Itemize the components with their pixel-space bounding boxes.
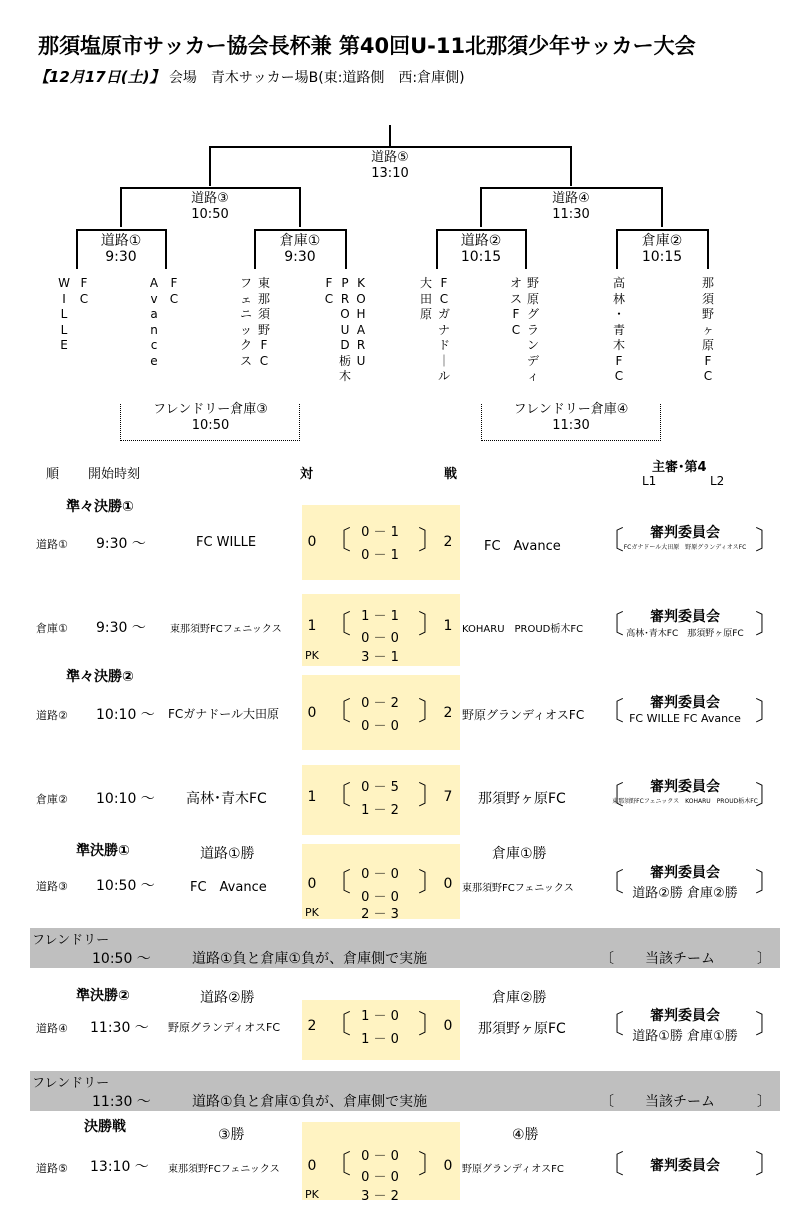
team-name: 野 原 グ ラ ン デ ィ	[527, 276, 540, 383]
match-venue: 道路④	[36, 1022, 68, 1035]
friendly-label: フレンドリー	[32, 1076, 110, 1091]
friendly2-label: フレンドリー倉庫④	[513, 402, 629, 417]
pk-score: 3 － 1	[361, 650, 399, 665]
open-bracket: 〔	[325, 697, 352, 727]
close-bracket: 〕	[418, 781, 445, 811]
referee-name: 審判委員会	[650, 1008, 720, 1024]
ref-close-bracket: 〕	[755, 781, 782, 811]
home-score: 0	[307, 705, 317, 721]
match-venue: 道路⑤	[36, 1162, 68, 1175]
referee-name: 審判委員会	[650, 779, 720, 795]
qf2-court: 倉庫①	[279, 233, 321, 249]
final-court: 道路⑤	[371, 150, 409, 165]
pk-label: PK	[305, 906, 319, 919]
pk-label: PK	[305, 1188, 319, 1201]
sf2-time: 11:30	[552, 207, 590, 222]
referee	[610, 522, 760, 551]
away-score: 0	[443, 1018, 453, 1034]
open-bracket: 〔	[325, 868, 352, 898]
section-label: 準決勝②	[76, 988, 130, 1004]
qf2-time: 9:30	[284, 249, 316, 265]
sf2-court: 道路④	[552, 191, 590, 206]
qf3-court: 道路②	[460, 233, 502, 249]
close-bracket: 〕	[418, 868, 445, 898]
home-team: 高林･青木FC	[186, 791, 267, 807]
sf1-time: 10:50	[191, 207, 229, 222]
friendly-desc: 道路①負と倉庫①負が、倉庫側で実施	[192, 1094, 428, 1110]
open-bracket: 〔	[325, 1010, 352, 1040]
final-node	[350, 150, 430, 182]
qf1-node	[86, 233, 156, 265]
ref-open-bracket: 〔	[598, 697, 625, 727]
half2-score: 1 － 2	[361, 803, 399, 818]
qf4-node	[627, 233, 697, 265]
home-score: 0	[307, 1158, 317, 1174]
header-vs1: 対	[300, 467, 314, 482]
away-score: 0	[443, 876, 453, 892]
qf2-node	[265, 233, 335, 265]
winner-label-right: 倉庫①勝	[492, 846, 547, 862]
ref-open-bracket: 〔	[598, 868, 625, 898]
referee	[610, 862, 760, 901]
ref-close-bracket: 〕	[755, 526, 782, 556]
away-score: 7	[443, 789, 453, 805]
referee-sub: 道路②勝 倉庫②勝	[632, 886, 738, 901]
ref-close-bracket: 〕	[757, 1094, 771, 1110]
home-team: FCガナドール大田原	[168, 707, 280, 721]
friendly-desc: 道路①負と倉庫①負が、倉庫側で実施	[192, 951, 428, 967]
half1-score: 0 － 0	[361, 1149, 399, 1164]
referee	[610, 692, 760, 725]
friendly-time: 10:50 ～	[92, 951, 151, 967]
home-team: FC Avance	[190, 880, 267, 895]
away-score: 2	[443, 534, 453, 550]
away-team: KOHARU PROUD栃木FC	[462, 624, 584, 635]
ref-open-bracket: 〔	[598, 610, 625, 640]
home-team: 東那須野FCフェニックス	[168, 1164, 280, 1175]
half2-score: 0 － 0	[361, 1170, 399, 1185]
half1-score: 0 － 0	[361, 867, 399, 882]
half1-score: 1 － 0	[361, 1009, 399, 1024]
qf3-time: 10:15	[460, 249, 502, 265]
home-score: 0	[307, 876, 317, 892]
away-team: 野原グランディオスFC	[462, 1164, 564, 1175]
ref-open-bracket: 〔	[598, 781, 625, 811]
referee-name: 審判委員会	[650, 695, 720, 711]
half2-score: 0 － 0	[361, 890, 399, 905]
friendly-ref: 当該チーム	[645, 951, 715, 967]
ref-open-bracket: 〔	[600, 1094, 614, 1110]
referee-name: 審判委員会	[650, 1158, 720, 1174]
ref-open-bracket: 〔	[598, 526, 625, 556]
home-score: 1	[307, 618, 317, 634]
section-label: 準々決勝①	[66, 499, 134, 515]
ref-close-bracket: 〕	[757, 951, 771, 967]
home-score: 2	[307, 1018, 317, 1034]
away-team: 那須野ヶ原FC	[478, 1021, 566, 1037]
home-team: 野原グランディオスFC	[168, 1021, 281, 1034]
away-score: 1	[443, 618, 453, 634]
team-name: F C	[169, 276, 179, 306]
team-name: P R O U D 栃 木	[339, 276, 352, 383]
friendly-time: 11:30 ～	[92, 1094, 151, 1110]
half2-score: 1 － 0	[361, 1032, 399, 1047]
match-venue: 倉庫②	[36, 793, 68, 806]
referee	[610, 1005, 760, 1044]
home-team: 東那須野FCフェニックス	[170, 624, 282, 635]
away-team: 東那須野FCフェニックス	[462, 883, 574, 894]
match-venue: 道路①	[36, 538, 68, 551]
match-time: 10:50 ～	[96, 878, 155, 894]
away-team: 野原グランディオスFC	[462, 708, 585, 722]
qf1-court: 道路①	[100, 233, 142, 249]
referee	[610, 776, 760, 805]
winner-label-right: 倉庫②勝	[492, 990, 547, 1006]
sf1-node	[175, 191, 245, 223]
away-score: 0	[443, 1158, 453, 1174]
event-date: 【12月17日(土)】	[34, 68, 165, 86]
ref-close-bracket: 〕	[755, 610, 782, 640]
ref-close-bracket: 〕	[755, 1150, 782, 1180]
friendly-label-2	[496, 402, 646, 434]
close-bracket: 〕	[418, 610, 445, 640]
referee-sub: FCガナドール大田原 野原グランディオスFC	[623, 544, 747, 551]
team-name: フ ェ ニ ッ ク ス	[240, 276, 253, 368]
qf3-node	[446, 233, 516, 265]
referee-name: 審判委員会	[650, 609, 720, 625]
team-name: オ ス F C	[510, 276, 523, 337]
sf1-court: 道路③	[191, 191, 229, 206]
header-ref: 主審･第4	[652, 460, 707, 475]
match-venue: 倉庫①	[36, 622, 68, 635]
open-bracket: 〔	[325, 526, 352, 556]
referee-sub: 道路①勝 倉庫①勝	[632, 1029, 738, 1044]
qf1-time: 9:30	[105, 249, 137, 265]
team-name: W I L L E	[58, 276, 70, 352]
away-team: FC Avance	[484, 539, 561, 554]
subtitle	[34, 66, 465, 87]
section-label: 準々決勝②	[66, 669, 134, 685]
friendly-label: フレンドリー	[32, 933, 110, 948]
away-score: 2	[443, 705, 453, 721]
winner-label-left: 道路①勝	[200, 846, 255, 862]
team-name: F C ガ ナ ド ｜ ル	[438, 276, 451, 383]
match-venue: 道路③	[36, 880, 68, 893]
friendly2-time: 11:30	[552, 418, 590, 433]
ref-close-bracket: 〕	[755, 1010, 782, 1040]
sf2-node	[536, 191, 606, 223]
match-time: 10:10 ～	[96, 791, 155, 807]
referee-sub: 高林･青木FC 那須野ヶ原FC	[626, 629, 744, 639]
winner-label-right: ④勝	[512, 1127, 539, 1143]
open-bracket: 〔	[325, 1150, 352, 1180]
header-l2: L2	[710, 474, 725, 488]
team-name: 大 田 原	[420, 276, 433, 321]
header-start: 開始時刻	[88, 467, 141, 482]
team-name: A v a n c e	[149, 276, 159, 368]
open-bracket: 〔	[325, 610, 352, 640]
section-label: 決勝戦	[84, 1119, 126, 1135]
half1-score: 0 － 1	[361, 525, 399, 540]
referee	[610, 1155, 760, 1175]
team-name: K O H A R U	[356, 276, 366, 368]
match-time: 9:30 ～	[96, 620, 146, 636]
team-name: 高 林 ・ 青 木 F C	[613, 276, 626, 383]
event-venue: 会場 青木サッカー場B(東:道路側 西:倉庫側)	[168, 70, 465, 86]
close-bracket: 〕	[418, 697, 445, 727]
team-name: 東 那 須 野 F C	[258, 276, 271, 368]
match-time: 9:30 ～	[96, 536, 146, 552]
home-team: FC WILLE	[196, 535, 257, 550]
friendly1-time: 10:50	[191, 418, 230, 433]
header-l1: L1	[642, 474, 657, 488]
ref-open-bracket: 〔	[598, 1150, 625, 1180]
home-score: 1	[307, 789, 317, 805]
ref-close-bracket: 〕	[755, 697, 782, 727]
ref-open-bracket: 〔	[598, 1010, 625, 1040]
away-team: 那須野ヶ原FC	[478, 791, 566, 807]
friendly1-label: フレンドリー倉庫③	[153, 402, 268, 417]
half1-score: 0 － 5	[361, 780, 399, 795]
header-order: 順	[46, 467, 60, 482]
section-label: 準決勝①	[76, 843, 130, 859]
page-title: 那須塩原市サッカー協会長杯兼 第40回U-11北那須少年サッカー大会	[38, 34, 696, 58]
referee-sub: FC WILLE FC Avance	[629, 712, 741, 725]
half2-score: 0 － 1	[361, 548, 399, 563]
close-bracket: 〕	[418, 1150, 445, 1180]
ref-close-bracket: 〕	[755, 868, 782, 898]
home-score: 0	[307, 534, 317, 550]
header-vs2: 戦	[444, 467, 458, 482]
half1-score: 0 － 2	[361, 696, 399, 711]
referee-name: 審判委員会	[650, 865, 720, 881]
pk-score: 3 － 2	[361, 1189, 399, 1204]
open-bracket: 〔	[325, 781, 352, 811]
match-time: 13:10 ～	[90, 1159, 149, 1175]
match-venue: 道路②	[36, 709, 68, 722]
match-time: 10:10 ～	[96, 707, 155, 723]
pk-score: 2 － 3	[361, 907, 399, 922]
team-name: F C	[79, 276, 89, 306]
close-bracket: 〕	[418, 526, 445, 556]
team-name: 那 須 野 ヶ 原 F C	[702, 276, 715, 383]
pk-label: PK	[305, 649, 319, 662]
half1-score: 1 － 1	[361, 609, 399, 624]
friendly-ref: 当該チーム	[645, 1094, 715, 1110]
ref-open-bracket: 〔	[600, 951, 614, 967]
winner-label-left: ③勝	[218, 1127, 245, 1143]
close-bracket: 〕	[418, 1010, 445, 1040]
winner-label-left: 道路②勝	[200, 990, 255, 1006]
half2-score: 0 － 0	[361, 719, 399, 734]
referee	[610, 606, 760, 639]
match-time: 11:30 ～	[90, 1020, 149, 1036]
referee-name: 審判委員会	[650, 525, 720, 541]
qf4-time: 10:15	[641, 249, 683, 265]
friendly-label-1	[138, 402, 283, 434]
half2-score: 0 － 0	[361, 631, 399, 646]
team-name: F C	[324, 276, 334, 306]
qf4-court: 倉庫②	[641, 233, 683, 249]
final-time: 13:10	[371, 166, 409, 181]
referee-sub: 東那須野FCフェニックス KOHARU PROUD栃木FC	[612, 798, 758, 805]
